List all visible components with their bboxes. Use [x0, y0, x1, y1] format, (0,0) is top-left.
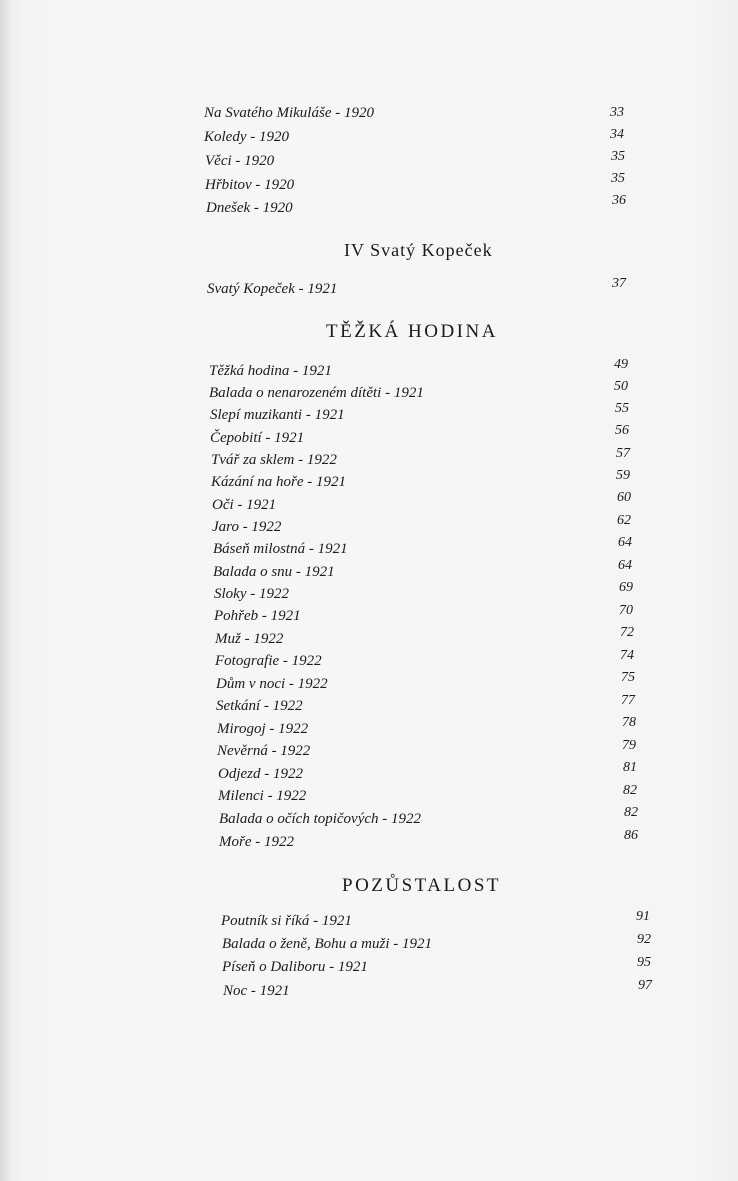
toc-entry-title: Píseň o Daliboru - 1921 [222, 959, 368, 975]
toc-entry-title: Hřbitov - 1920 [205, 177, 295, 193]
toc-entry-title: Dům v noci - 1922 [216, 676, 328, 692]
toc-entry-title: Na Svatého Mikuláše - 1920 [204, 105, 374, 121]
toc-entry-title: Mirogoj - 1922 [217, 721, 309, 737]
toc-entry-page: 50 [614, 379, 628, 394]
toc-entry-title: Poutník si říká - 1921 [221, 913, 352, 929]
toc-entry-title: Čepobití - 1921 [210, 430, 305, 446]
toc-entry-page: 82 [623, 783, 637, 798]
toc-entry-title: Tvář za sklem - 1922 [211, 452, 337, 468]
toc-entry-page: 95 [637, 955, 651, 970]
toc-entry-page: 62 [617, 513, 631, 528]
toc-entry-title: Nevěrná - 1922 [217, 743, 311, 759]
toc-entry-page: 35 [611, 171, 625, 186]
toc-entry-title: Slepí muzikanti - 1921 [210, 407, 345, 423]
toc-entry-page: 79 [622, 738, 636, 753]
section-heading: POZŮSTALOST [342, 875, 501, 896]
toc-entry-title: Milenci - 1922 [218, 788, 307, 804]
toc-entry-page: 56 [615, 423, 629, 438]
toc-entry-page: 91 [636, 909, 650, 924]
toc-entry-page: 37 [612, 276, 626, 291]
toc-entry-title: Balada o ženě, Bohu a muži - 1921 [222, 936, 432, 952]
toc-entry-title: Kázání na hoře - 1921 [211, 474, 346, 490]
toc-entry-title: Oči - 1921 [212, 497, 277, 513]
page-spine-shadow [0, 0, 10, 1181]
toc-entry-title: Jaro - 1922 [212, 519, 282, 535]
toc-entry-page: 34 [610, 127, 624, 142]
toc-entry-page: 86 [624, 828, 638, 843]
toc-entry-page: 72 [620, 625, 634, 640]
toc-entry-page: 60 [617, 490, 631, 505]
toc-entry-page: 92 [637, 932, 651, 947]
toc-entry-title: Svatý Kopeček - 1921 [207, 281, 338, 297]
toc-entry-title: Sloky - 1922 [214, 586, 289, 602]
section-heading: TĚŽKÁ HODINA [326, 321, 498, 342]
toc-entry-title: Pohřeb - 1921 [214, 608, 301, 624]
toc-entry-title: Noc - 1921 [223, 983, 290, 999]
toc-entry-page: 82 [624, 805, 638, 820]
toc-entry-page: 97 [638, 978, 652, 993]
toc-entry-page: 75 [621, 670, 635, 685]
toc-entry-page: 59 [616, 468, 630, 483]
toc-entry-page: 33 [610, 105, 624, 120]
toc-entry-page: 55 [615, 401, 629, 416]
toc-entry-page: 81 [623, 760, 637, 775]
toc-entry-title: Setkání - 1922 [216, 698, 303, 714]
toc-entry-page: 64 [618, 535, 632, 550]
toc-entry-title: Odjezd - 1922 [218, 766, 303, 782]
toc-entry-page: 64 [618, 558, 632, 573]
toc-entry-title: Balada o očích topičových - 1922 [219, 811, 422, 827]
toc-entry-page: 69 [619, 580, 633, 595]
toc-entry-page: 35 [611, 149, 625, 164]
toc-entry-title: Moře - 1922 [219, 834, 294, 850]
toc-entry-title: Balada o snu - 1921 [213, 564, 335, 580]
toc-entry-title: Fotografie - 1922 [215, 653, 322, 669]
toc-entry-page: 78 [622, 715, 636, 730]
toc-entry-title: Dnešek - 1920 [206, 200, 293, 216]
toc-entry-page: 57 [616, 446, 630, 461]
toc-entry-title: Těžká hodina - 1921 [209, 363, 332, 379]
toc-entry-title: Balada o nenarozeném dítěti - 1921 [209, 385, 424, 401]
toc-entry-page: 74 [620, 648, 634, 663]
section-heading: IV Svatý Kopeček [344, 240, 493, 260]
toc-entry-title: Muž - 1922 [215, 631, 284, 647]
toc-entry-page: 77 [621, 693, 635, 708]
toc-entry-title: Koledy - 1920 [204, 129, 289, 145]
toc-entry-page: 70 [619, 603, 633, 618]
toc-entry-title: Báseň milostná - 1921 [213, 541, 348, 557]
toc-entry-page: 36 [612, 193, 626, 208]
toc-entry-page: 49 [614, 357, 628, 372]
toc-entry-title: Věci - 1920 [205, 153, 275, 169]
